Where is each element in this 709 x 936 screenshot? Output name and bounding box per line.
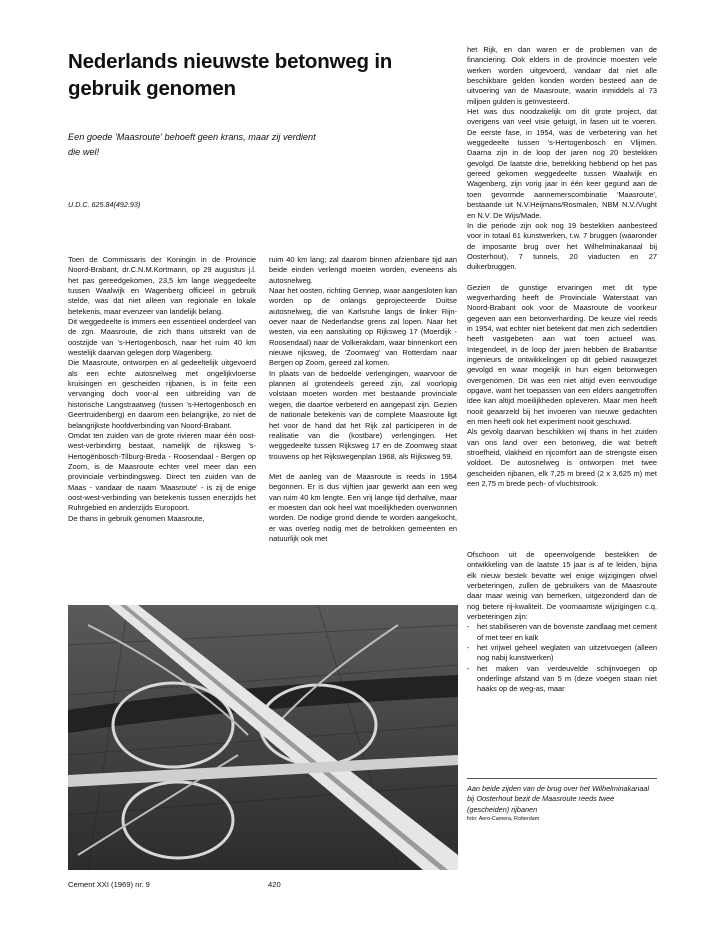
paragraph: Ofschoon uit de opeenvolgende bestekken de ontwikkeling van de laatste 15 jaar is af te leiden, bijna elk nieuw bestek bevatte wel enige wijzigingen ofwel verbeteringen, zullen de gebruikers van de Maasroute daar maar weinig van bemerken, uitgezonderd dan de nog betere rij-kwaliteit. De voornaamste wijzigingen c.q. verbeteringen zijn: bbox=[467, 550, 657, 622]
list-item: - het maken van verdeuvelde schijnvoegen op onderlinge afstand van 5 m (deze voegen staan niet haaks op de weg-as, maar bbox=[467, 664, 657, 695]
paragraph: Gezien de gunstige ervaringen met dit type wegverharding heeft de Provinciale Waterstaat van Noord-Brabant ook voor de Maasroute de voorkeur gegeven aan een betonverharding. De keuze viel reeds in 1954, wat echter niet betekent dat men zich sedertdien heeft vastgebeten aan wat toen actueel was. Integendeel, in de loop der jaren hebben de Brabantse ingenieurs de ontwikkelingen op dit gebied nauwgezet gevolgd en waar mogelijk in hun eigen betonwegen overgenomen. Dit was een niet altijd even eenvoudige opgave, want het toepassen van een elders aangetroffen idee kan altijd moeilijkheden opleveren. Maar men heeft nooit geaarzeld bij het invoeren van nieuwe gedachten en men heeft ook het experiment nooit geschuwd. bbox=[467, 282, 657, 427]
interchange-illustration bbox=[68, 605, 458, 870]
page-number: 420 bbox=[268, 880, 281, 889]
column-2 bbox=[269, 255, 457, 544]
column-3-continued bbox=[467, 550, 657, 695]
paragraph: Met de aanleg van de Maasroute is reeds in 1954 begonnen. Er is dus vijftien jaar gewerkt aan een weg van ruim 40 km lengte. Een vrij lange tijd derhalve, maar er moesten dan ook heel wat moeilijkheden overwonnen worden. De nodige grond diende te worden aangekocht, er was overleg nodig met de betrokken gemeenten en natuurlijk ook met bbox=[269, 471, 457, 543]
caption-divider bbox=[467, 778, 657, 779]
photo-credit: foto: Aero-Camera, Rotterdam bbox=[467, 816, 540, 822]
paragraph: In plaats van de bedoelde verlengingen, waarvoor de plannen al grotendeels gereed zijn, zal voorlopig volstaan moeten worden met bestaande provinciale wegen, die daartoe verbeterd en aangepast zijn. Gezien de nationale betekenis van de complete Maasroute ligt het voor de hand dat het Rijk zal participeren in de realisatie van die (kostbare) verlengingen. Het weggedeelte tussen Rijksweg 17 en de Zoomweg staat trouwens op het Rijkswegenplan 1968, als Rijksweg 59. bbox=[269, 368, 457, 461]
paragraph: In die periode zijn ook nog 19 bestekken aanbesteed voor in totaal 61 kunstwerken, t.w. 7 bruggen (waaronder de imposante brug over het Wilhelminakanaal bij Oosterhout), 7 tunnels, 20 viaducten en 27 duikerbruggen. bbox=[467, 220, 657, 272]
article-subtitle: Een goede 'Maasroute' behoeft geen krans, maar zij verdient die wel! bbox=[68, 132, 316, 157]
paragraph: Naar het oosten, richting Gennep, waar aangesloten kan worden op de onlangs geprojecteerde Duitse autosnelweg, die van Karlsruhe langs de linker Rijn-oever naar de Nederlandse grens zal lopen. Naar het westen, via een aansluiting op Rijksweg 17 (Moerdijk - Roosendaal) naar de Volkerakdam, waar binnenkort een nieuwe rijksweg, de 'Zoomweg' van Rotterdam naar Bergen op Zoom, gereed zal komen. bbox=[269, 286, 457, 368]
list-item: - het stabiliseren van de bovenste zandlaag met cement of met teer en kalk bbox=[467, 622, 657, 643]
paragraph: Toen de Commissaris der Koningin in de Provincie Noord-Brabant, dr.C.N.M.Kortmann, op 29 augustus j.l. het pas gereedgekomen, 23,5 km lange weggedeelte tussen Waalwijk en Wagenberg officieel in gebruik stelde, was dat niet alleen van regionale en lokale betekenis, maar evenzeer van landelijk belang. bbox=[68, 255, 256, 316]
aerial-photo-motorway-interchange bbox=[68, 605, 458, 870]
figure-caption: Aan beide zijden van de brug over het Wilhelminakanaal bij Oosterhout bezit de Maasroute reeds twee (gescheiden) rijbanen bbox=[467, 784, 650, 814]
column-3 bbox=[467, 45, 657, 489]
list-item: - het vrijwel geheel weglaten van uitzetvoegen (alleen nog nabij kunstwerken) bbox=[467, 643, 657, 664]
paragraph: het Rijk, en dan waren er de problemen van de financiering. Ook elders in de provincie moesten vele werken worden uitgevoerd, vandaar dat niet alle beschikbare gelden konden worden besteed aan de uitvoering van de Maasroute, waarin inmiddels al 73 miljoen gulden is geïnvesteerd. bbox=[467, 45, 657, 106]
paragraph: Dit weggedeelte is immers een essentieel onderdeel van de zgn. Maasroute, die zich thans uitstrekt van de oostzijde van 's-Hertogenbosch, naar het ruim 40 km westelijk daarvan gelegen dorp Wagenberg. bbox=[68, 317, 256, 358]
column-1 bbox=[68, 255, 256, 524]
udc-code: U.D.C. 625.84(492.93) bbox=[68, 200, 141, 209]
paragraph: Omdat ten zuiden van de grote rivieren maar één oost-west-verbindirrg bestaat, namelijk de rijksweg 's-Hertogënbosch-Tilburg-Breda - Roosendaal - Bergen op Zoom, is de Maasroute echter veel meer dan een provinciale verbindingsweg. Direct ten zuiden van de Maas - vandaar de naam 'Maasroute' - is zij de enige oost-west-verbinding van betekenis tussen enerzijds het Ruhrgebied en anderzijds Europoort. bbox=[68, 430, 256, 513]
improvements-list bbox=[467, 622, 657, 694]
paragraph: De thans in gebruik genomen Maasroute, bbox=[68, 513, 205, 523]
footer-journal: Cement XXI (1969) nr. 9 bbox=[68, 880, 150, 889]
article-title: Nederlands nieuwste betonweg in gebruik genomen bbox=[68, 50, 393, 100]
paragraph: Die Maasroute, ontworpen en al gedeeltelijk uitgevoerd als een echte autosnelweg met ongelijkvloerse kruisingen en gescheiden rijbanen, is in feite een vervanging doch voor-al een uitbreiding van de historische Langstraatweg (tussen 's-Hertogenbosch en Geertruidenberg) en daarom een belangrijke, zo niet de belangrijkste hoofdverbinding van Noord-Brabant. bbox=[68, 358, 256, 430]
paragraph: ruim 40 km lang; zal daarom binnen afzienbare tijd aan beide einden verlengd moeten worden, eveneens als autosnelweg. bbox=[269, 255, 457, 285]
paragraph: Het was dus noodzakelijk om dit grote project, dat overigens van veel visie getuigt, in fasen uit te voeren. De eerste fase, in 1954, was de verbetering van het weggedeelte tussen 's-Hertogenbosch en Vlijmen. Daarna zijn in de loop der jaren nog 20 bestekken gevolgd. De laatste drie, betrekking hebbend op het pas gereed gekomen weggedeelte tussen Waalwijk en Wagenberg, zijn vorig jaar in één keer gegund aan de toen gevormde aannemerscombinatie 'Maasroute', bestaande uit N.V.Heijmans/Rosmalen, NBM N.V./Vught en N.V. De Wijs/Made. bbox=[467, 107, 657, 220]
paragraph: Als gevolg daarvan beschikken wij thans in het zuiden van ons land over een betonweg, die wat betreft stroefheid, vlakheid en rijcomfort aan de strengste eisen voldoet. De autosnelweg is ontworpen met twee gescheiden rijbanen, elk 7,25 m breed (2 x 3,625 m) met een 2,75 m brede pech- of vluchtstrook. bbox=[467, 427, 657, 489]
